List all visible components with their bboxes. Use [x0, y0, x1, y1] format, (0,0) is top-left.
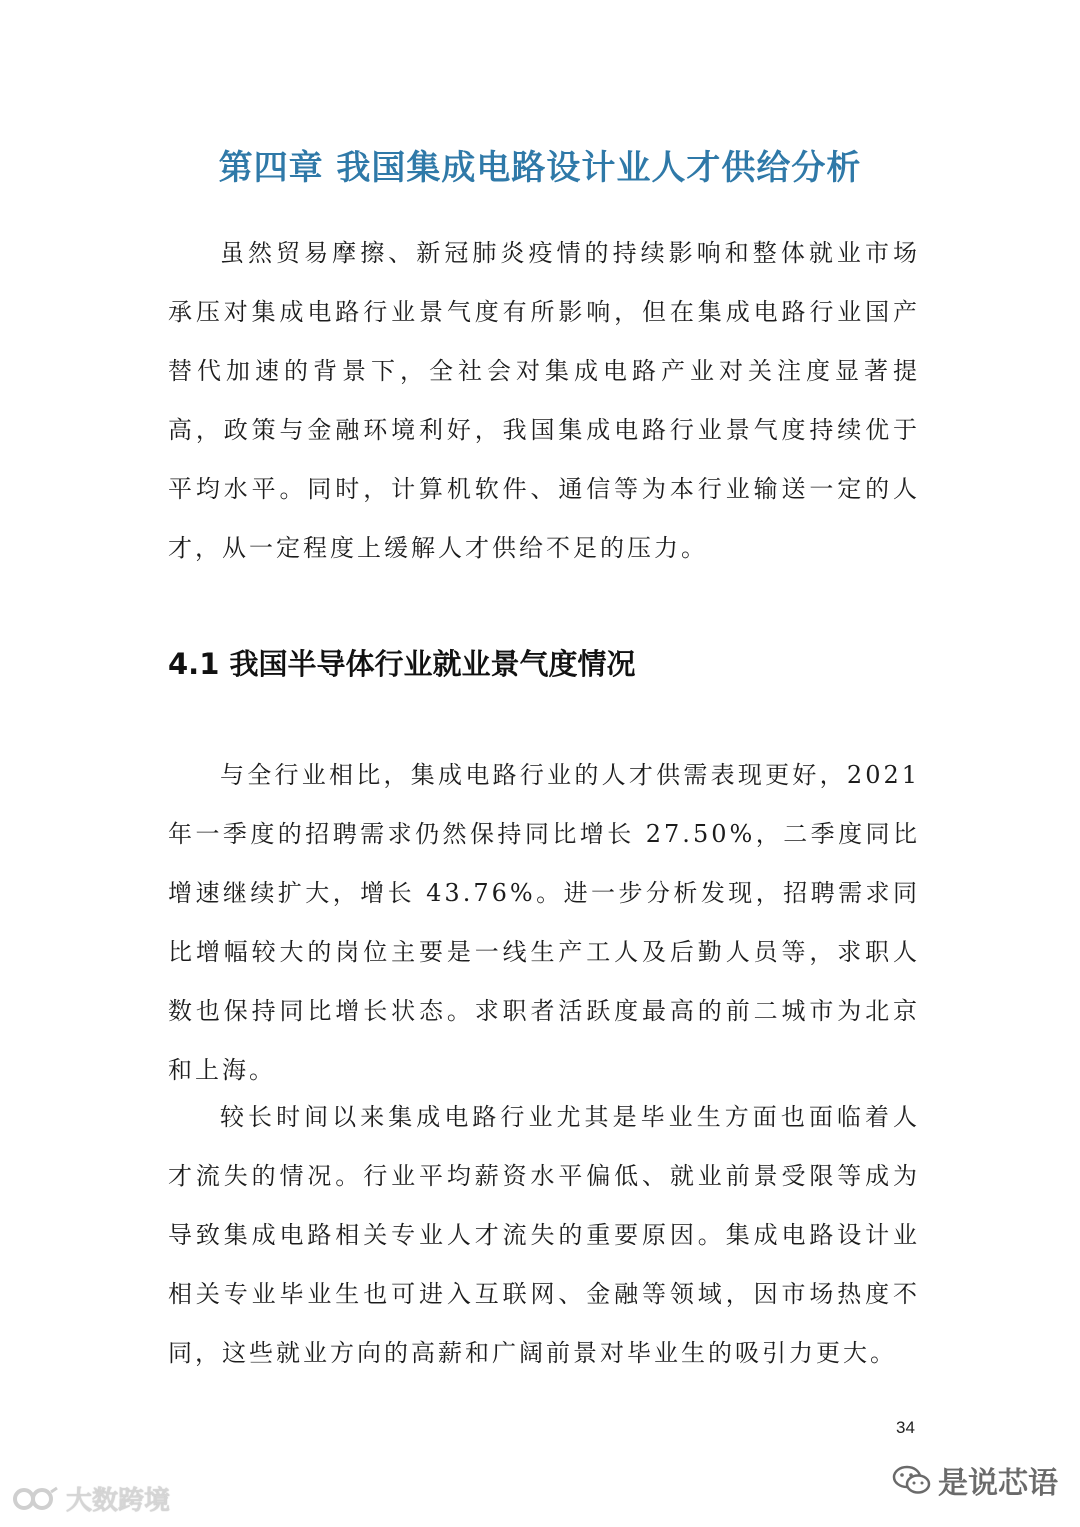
page-number: 34	[896, 1418, 915, 1437]
wechat-icon	[892, 1463, 932, 1497]
section-heading: 4.1 我国半导体行业就业景气度情况	[168, 647, 636, 681]
body-paragraph-recruitment: 与全行业相比，集成电路行业的人才供需表现更好，2021 年一季度的招聘需求仍然保持同比增长 27.50%，二季度同比增速继续扩大，增长 43.76%。进一步分析发现，招聘需求同比增幅较大的岗位主要是一线生产工人及后勤人员等，求职人数也保持同比增长状态。求职者活跃度最高的前二城市为北京和上海。	[168, 761, 920, 1084]
chapter-title: 第四章 我国集成电路设计业人才供给分析	[218, 148, 862, 188]
body-paragraph-talent-loss: 较长时间以来集成电路行业尤其是毕业生方面也面临着人才流失的情况。行业平均薪资水平偏低、就业前景受限等成为导致集成电路相关专业人才流失的重要原因。集成电路设计业相关专业毕业生也可进入互联网、金融等领域，因市场热度不同，这些就业方向的高薪和广阔前景对毕业生的吸引力更大。	[168, 1103, 920, 1367]
watermark-right-text: 是说芯语	[938, 1466, 1058, 1501]
watermark-left-text: 大数跨境	[66, 1486, 171, 1516]
logo-icon	[12, 1484, 60, 1514]
watermark-right	[892, 1458, 1058, 1502]
watermark-left	[12, 1480, 170, 1517]
intro-paragraph: 虽然贸易摩擦、新冠肺炎疫情的持续影响和整体就业市场承压对集成电路行业景气度有所影响，但在集成电路行业国产替代加速的背景下，全社会对集成电路产业对关注度显著提高，政策与金融环境利好，我国集成电路行业景气度持续优于平均水平。同时，计算机软件、通信等为本行业输送一定的人才，从一定程度上缓解人才供给不足的压力。	[168, 239, 920, 562]
